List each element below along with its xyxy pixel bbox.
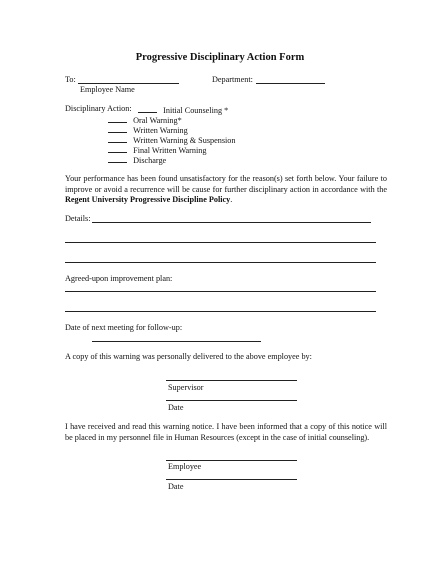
employee-date-line[interactable] [166,479,297,480]
details-label: Details: [65,214,91,223]
action-checkbox-line[interactable] [108,134,127,143]
details-line[interactable] [65,242,376,243]
acknowledgement-paragraph: I have received and read this warning notice. I have been informed that a copy of this notice will be placed in my personnel file in Human Resources (except in the case of initial counseling). [65,422,387,442]
supervisor-date-label: Date [168,403,184,412]
details-line[interactable] [65,262,376,263]
supervisor-signature-line[interactable] [166,380,297,381]
disciplinary-action-label: Disciplinary Action: [65,104,132,113]
action-checkbox-line[interactable] [108,144,127,153]
improvement-line[interactable] [65,291,376,292]
action-checkbox-line[interactable] [108,124,127,133]
action-label: Final Written Warning [133,146,207,155]
employee-signature-line[interactable] [166,460,297,461]
performance-paragraph [65,174,387,206]
action-label: Discharge [133,156,167,165]
supervisor-label: Supervisor [168,383,204,392]
next-meeting-label: Date of next meeting for follow-up: [65,323,183,332]
policy-name: Regent University Progressive Discipline Policy [65,195,231,204]
copy-delivered-text: A copy of this warning was personally delivered to the above employee by: [65,352,312,361]
action-label: Initial Counseling * [163,106,229,115]
employee-date-label: Date [168,482,184,491]
form-title: Progressive Disciplinary Action Form [135,52,305,63]
action-checkbox-line[interactable] [108,114,127,123]
action-label: Written Warning [133,126,188,135]
action-label: Written Warning & Suspension [133,136,236,145]
improvement-plan-label: Agreed-upon improvement plan: [65,274,173,283]
department-label: Department: [212,75,253,84]
details-line[interactable] [92,222,371,223]
action-checkbox-line[interactable] [138,104,157,113]
performance-text: Your performance has been found unsatisfactory for the reason(s) set forth below. Your failure to improve or avoid a recurrence will be cause for further disciplinary action in accordance with the [65,174,387,194]
next-meeting-line[interactable] [92,341,261,342]
employee-name-label: Employee Name [80,85,135,94]
to-field-line[interactable] [78,83,179,84]
improvement-line[interactable] [65,311,376,312]
employee-label: Employee [168,462,202,471]
action-item [108,154,166,166]
to-label: To: [65,75,76,84]
action-label: Oral Warning* [133,116,182,125]
performance-text-end: . [230,195,233,204]
department-field-line[interactable] [256,83,325,84]
supervisor-date-line[interactable] [166,400,297,401]
action-checkbox-line[interactable] [108,154,127,163]
